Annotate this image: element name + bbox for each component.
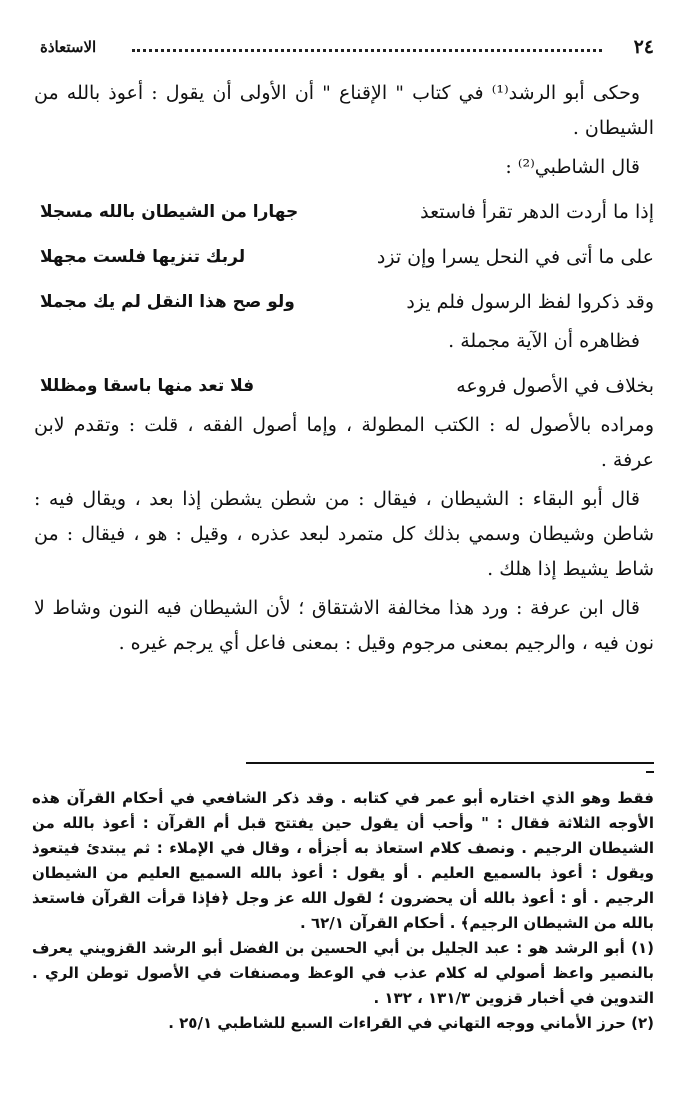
verse-hemistich: ولو صح هذا النقل لم يك مجملا	[40, 292, 295, 312]
verse-line	[34, 285, 654, 320]
main-text	[34, 76, 654, 665]
paragraph: قال أبو البقاء : الشيطان ، فيقال : من شطن يشطن إذا بعد ، ويقال فيه : شاطن وشيطان وسمي بذلك كل متمرد لبعد عذره ، وقيل : هو ، فيقال : من شاط يشيط إذا هلك .	[34, 488, 654, 580]
paragraph: وحكى أبو الرشد⁽¹⁾ في كتاب " الإقناع " أن الأولى أن يقول : أعوذ بالله من الشيطان .	[34, 82, 654, 139]
verse-hemistich: بخلاف في الأصول فروعه	[456, 375, 654, 397]
paragraph: قال ابن عرفة : ورد هذا مخالفة الاشتقاق ؛ لأن الشيطان فيه النون وشاط لا نون فيه ، والرجيم بمعنى مرجوم وقيل : بمعنى فاعل أي يرجم غيره .	[34, 597, 654, 654]
verse-hemistich: إذا ما أردت الدهر تقرأ فاستعذ	[420, 201, 654, 223]
paragraph: فظاهره أن الآية مجملة .	[448, 330, 640, 352]
verse-hemistich: لربك تنزيها فلست مجهلا	[40, 247, 246, 267]
footnote-mark	[646, 771, 654, 773]
verse-hemistich: على ما أتى في النحل يسرا وإن تزد	[376, 246, 654, 268]
page-number: ٢٤	[633, 36, 654, 58]
page-header	[40, 36, 658, 62]
verse-hemistich: فلا تعد منها باسقا ومظللا	[40, 376, 255, 396]
footnotes	[32, 786, 654, 1036]
verse-hemistich: جهارا من الشيطان بالله مسجلا	[40, 202, 299, 222]
paragraph: قال الشاطبي⁽²⁾ :	[505, 156, 640, 178]
running-title: الاستعاذة	[40, 38, 97, 56]
verse-line	[34, 369, 654, 404]
verse-hemistich: وقد ذكروا لفظ الرسول فلم يزد	[406, 291, 654, 313]
footnote: (٢) حرز الأماني ووجه التهاني في القراءات السبع للشاطبي ٢٥/١ .	[168, 1014, 654, 1032]
footnote: فقط وهو الذي اختاره أبو عمر في كتابه . وقد ذكر الشافعي في أحكام القرآن هذه الأوجه الثلاثة فقال : " وأحب أن يقول حين يفتتح قبل أم القرآن : أعوذ بالله من الشيطان الرجيم . ونصف كلام استعاذ به أجزأه ، وقال في الإملاء : ثم يبتدئ فيتعوذ ويقول : أعوذ بالسميع العليم . أو يقول : أعوذ بالله السميع العليم من الشيطان الرجيم . أو : أعوذ بالله أن يحضرون ؛ لقول الله عز وجل ﴿فإذا قرأت القرآن فاستعذ بالله من الشيطان الرجيم﴾ . أحكام القرآن ٦٢/١ .	[32, 789, 654, 932]
verse-line	[34, 240, 654, 275]
header-dotted-leader	[132, 49, 602, 52]
footnote-separator	[246, 762, 654, 764]
paragraph: ومراده بالأصول له : الكتب المطولة ، وإما أصول الفقه ، قلت : وتقدم لابن عرفة .	[34, 414, 654, 471]
footnote: (١) أبو الرشد هو : عبد الجليل بن أبي الحسين بن الفضل أبو الرشد القزويني يعرف بالنصير واعظ أصولي له كلام عذب في الوعظ ومصنفات في الأصول توطن الري . التدوين في أخبار قزوين ١٣١/٣ ، ١٣٢ .	[32, 939, 654, 1007]
verse-line	[34, 195, 654, 230]
